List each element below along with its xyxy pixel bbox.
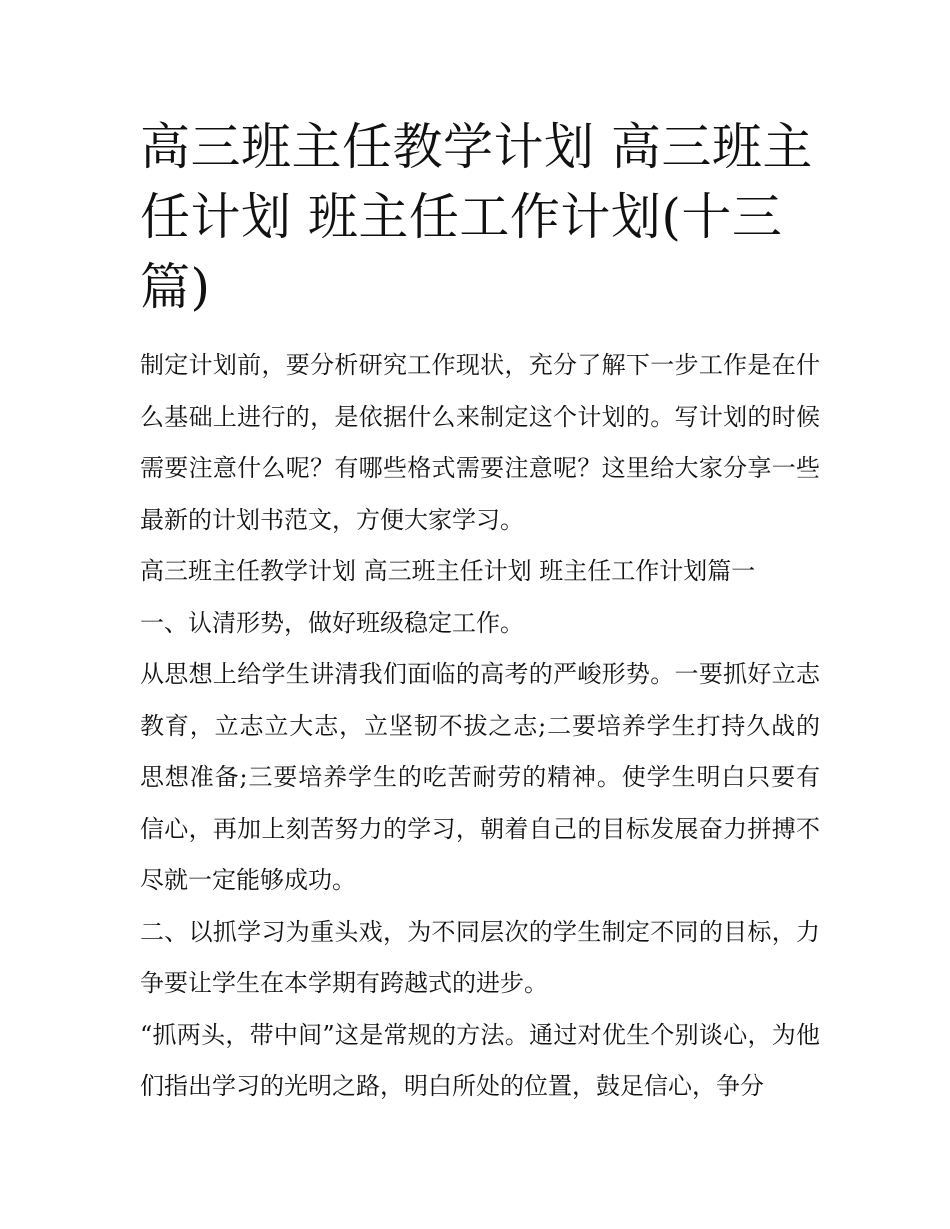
document-title: 高三班主任教学计划 高三班主任计划 班主任工作计划(十三篇) <box>140 118 813 316</box>
point-one-paragraph: 从思想上给学生讲清我们面临的高考的严峻形势。一要抓好立志教育，立志立大志，立坚韧不拔之志;二要培养学生打持久战的思想准备;三要培养学生的吃苦耐劳的精神。使学生明白只要有信心，再加上刻苦努力的学习，朝着自己的目标发展奋力拼搏不尽就一定能够成功。 <box>140 660 820 894</box>
intro-paragraph: 制定计划前，要分析研究工作现状，充分了解下一步工作是在什么基础上进行的，是依据什么来制定这个计划的。写计划的时候需要注意什么呢？有哪些格式需要注意呢？这里给大家分享一些最新的计划书范文，方便大家学习。 <box>140 351 820 534</box>
document-body <box>140 112 820 1113</box>
point-two-paragraph: “抓两头，带中间”这是常规的方法。通过对优生个别谈心，为他们指出学习的光明之路，明白所处的位置，鼓足信心，争分 <box>140 1020 820 1100</box>
section-heading: 高三班主任教学计划 高三班主任计划 班主任工作计划篇一 <box>140 557 756 585</box>
point-one-heading: 一、认清形势，做好班级稳定工作。 <box>140 608 524 637</box>
point-two-heading: 二、以抓学习为重头戏，为不同层次的学生制定不同的目标，力争要让学生在本学期有跨越式的进步。 <box>140 917 820 997</box>
